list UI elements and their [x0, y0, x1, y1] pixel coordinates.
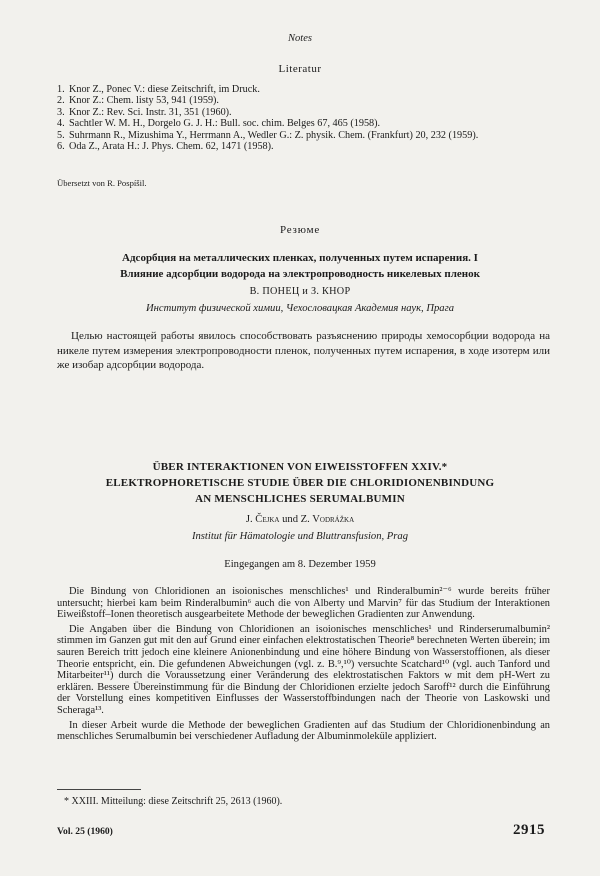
- running-header: Notes: [288, 33, 312, 44]
- article-title-line: ÜBER INTERAKTIONEN VON EIWEISSTOFFEN XXIV.*: [152, 461, 448, 473]
- russian-title-line: Адсорбция на металлических пленках, полученных путем испарения. I: [122, 252, 478, 264]
- reference-number: 2.: [57, 95, 65, 107]
- reference-text: Knor Z.: Rev. Sci. Instr. 31, 351 (1960).: [69, 106, 232, 118]
- article-title: [0, 459, 600, 507]
- translator-credit: Übersetzt von R. Pospíšil.: [57, 178, 147, 188]
- article-authors: [0, 514, 600, 525]
- author-name: J. Čejka: [245, 514, 280, 525]
- reference-item: [57, 95, 557, 106]
- reference-number: 4.: [57, 118, 65, 130]
- reference-text: Knor Z.: Chem. listy 53, 941 (1959).: [69, 95, 219, 107]
- author-joiner: und: [282, 514, 299, 525]
- reference-number: 1.: [57, 84, 65, 95]
- article-title-line: AN MENSCHLICHES SERUMALBUMIN: [195, 493, 405, 505]
- reference-item: [57, 84, 557, 95]
- body-paragraph: In dieser Arbeit wurde die Methode der beweglichen Gradienten auf das Studium der Chloridionenbindung an menschliches Serumalbumin bei verschiedener Aufladung der Albuminmoleküle appliziert.: [57, 719, 550, 743]
- reference-item: [57, 118, 557, 129]
- russian-authors: В. ПОНЕЦ и З. КНОР: [249, 286, 351, 297]
- body-paragraph: Die Angaben über die Bindung von Chloridionen an isoionisches menschliches¹ und Rinderserumalbumin² stimmen im Ganzen gut mit den auf Grund einer einfachen elektrostatischen Theorie⁸ berechneten Werten überein; im sauren Bereich tritt jedoch eine kleinere Anionenbindung und eine höhere Bindung von Wasserstoffionen, als dieser Theorie entspricht, ein. Die gefundenen Abweichungen (vgl. z. B.⁹,¹⁰) versuchte Scatchard¹⁰ (vgl. auch Tanford und Mitarbeiter¹¹) durch die Voraussetzung einer Veränderung des elektrostatischen Faktors w mit dem pH-Wert zu erklären. Bessere Übereinstimmung für die Bindung der Chloridionen erzielte jedoch Saroff¹² durch die Einführung der Vorstellung eines kompetitiven Einflusses der Wasserstoffbindungen nach der Theorie von Laskowski und Scheraga¹³.: [57, 623, 550, 716]
- reference-list: [57, 84, 557, 152]
- russian-institute: Институт физической химии, Чехословацкая Академия наук, Прага: [145, 303, 455, 314]
- reference-number: 3.: [57, 106, 65, 118]
- reference-text: Suhrmann R., Mizushima Y., Herrmann A., Wedler G.: Z. physik. Chem. (Frankfurt) 20, 232 (1959).: [69, 129, 479, 141]
- article-institute: Institut für Hämatologie und Bluttransfusion, Prag: [191, 531, 408, 542]
- russian-title-line: Влияние адсорбции водорода на электропроводность никелевых пленок: [120, 268, 480, 280]
- reference-number: 6.: [57, 141, 65, 153]
- page-number: 2915: [513, 822, 545, 838]
- reference-item: [57, 141, 557, 152]
- article-title-line: ELEKTROPHORETISCHE STUDIE ÜBER DIE CHLORIDIONENBINDUNG: [105, 477, 495, 489]
- received-date: Eingegangen am 8. Dezember 1959: [224, 559, 376, 570]
- article-body: [57, 586, 550, 746]
- literature-heading: Literatur: [278, 63, 322, 75]
- russian-abstract: Целью настоящей работы явилось способствовать разъяснению природы хемосорбции водорода на никеле путем измерения электропроводности пленок, полученных путем испарения, в ходе изотерм или же изобар адсорбции водорода.: [57, 330, 550, 371]
- volume-label: Vol. 25 (1960): [57, 826, 113, 837]
- reference-text: Oda Z., Arata H.: J. Phys. Chem. 62, 1471 (1958).: [69, 141, 274, 153]
- resume-heading: Резюме: [279, 224, 321, 236]
- body-paragraph: Die Bindung von Chloridionen an isoionisches menschliches¹ und Rinderalbumin²⁻⁶ wurde bereits früher untersucht; hierbei kam beim Rinderalbumin⁶ auch die von Alberty und Marvin⁷ für das Studium der Interaktionen Eiweißstoff–Ionen theoretisch ausgearbeitete Methode der beweglichen Gradienten zur Anwendung.: [57, 586, 550, 621]
- reference-text: Knor Z., Ponec V.: diese Zeitschrift, im Druck.: [69, 84, 260, 95]
- reference-item: [57, 130, 557, 141]
- russian-article-title: [0, 250, 600, 282]
- reference-text: Sachtler W. M. H., Dorgelo G. J. H.: Bull. soc. chim. Belges 67, 465 (1958).: [69, 118, 381, 130]
- footnote: * XXIII. Mitteilung: diese Zeitschrift 25, 2613 (1960).: [64, 796, 283, 807]
- reference-number: 5.: [57, 129, 65, 141]
- reference-item: [57, 107, 557, 118]
- footnote-rule: [57, 789, 141, 790]
- author-name: Z. Vodrážka: [300, 514, 355, 525]
